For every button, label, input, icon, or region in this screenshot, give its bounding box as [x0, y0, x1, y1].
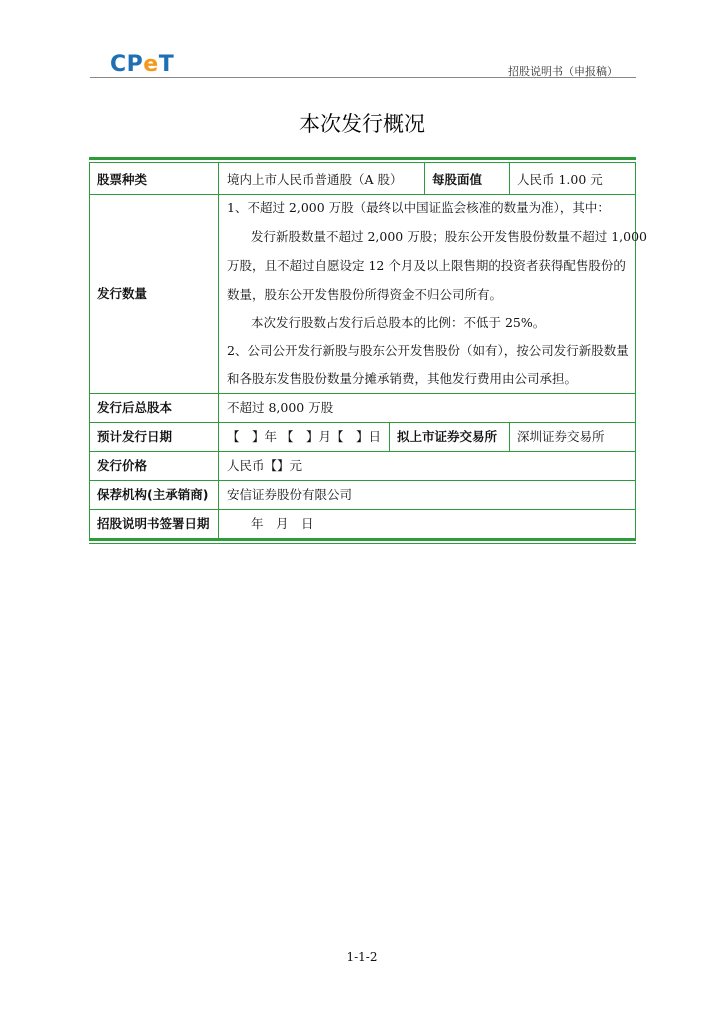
issue-quantity-label: 发行数量	[97, 286, 148, 301]
label-column-divider	[218, 163, 219, 538]
par-value-value: 人民币 1.00 元	[517, 172, 603, 187]
issue-quantity-line: 发行新股数量不超过 2,000 万股；股东公开发售股份数量不超过 1,000	[251, 229, 647, 244]
total-shares-label: 发行后总股本	[97, 400, 173, 415]
issue-date-value: 【 】年 【 】月【 】日	[227, 429, 381, 444]
sign-date-value: 年 月 日	[251, 516, 314, 531]
table-top-rule-thin	[89, 162, 636, 163]
sponsor-label: 保荐机构(主承销商)	[97, 487, 209, 502]
par-value-label: 每股面值	[432, 172, 483, 187]
document-label: 招股说明书（申报稿）	[508, 65, 618, 78]
stock-type-label: 股票种类	[97, 172, 148, 187]
issue-quantity-line: 2、公司公开发行新股与股东公开发售股份（如有），按公司发行新股数量	[227, 343, 629, 358]
issue-quantity-line: 万股，且不超过自愿设定 12 个月及以上限售期的投资者获得配售股份的	[227, 258, 626, 273]
sponsor-value: 安信证券股份有限公司	[227, 487, 353, 502]
column-divider	[509, 422, 510, 451]
issue-quantity-line: 数量，股东公开发售股份所得资金不归公司所有。	[227, 287, 503, 302]
row-divider	[89, 422, 636, 423]
row-divider	[89, 480, 636, 481]
exchange-label: 拟上市证券交易所	[397, 429, 498, 444]
column-divider	[424, 163, 425, 194]
issue-price-label: 发行价格	[97, 458, 148, 473]
total-shares-value: 不超过 8,000 万股	[227, 400, 334, 415]
page-title: 本次发行概况	[299, 112, 425, 136]
sign-date-label: 招股说明书签署日期	[97, 516, 210, 531]
table-top-rule	[89, 157, 636, 160]
column-divider	[509, 163, 510, 194]
row-divider	[89, 393, 636, 394]
row-divider	[89, 451, 636, 452]
table-border-left	[89, 163, 90, 538]
stock-type-value: 境内上市人民币普通股（A 股）	[227, 172, 403, 187]
exchange-value: 深圳证券交易所	[517, 429, 605, 444]
column-divider	[389, 422, 390, 451]
table-border-right	[635, 163, 636, 538]
issue-quantity-line: 1、不超过 2,000 万股（最终以中国证监会核准的数量为准），其中：	[227, 200, 610, 215]
header-divider	[90, 77, 636, 78]
issue-date-label: 预计发行日期	[97, 429, 173, 444]
row-divider	[89, 509, 636, 510]
company-logo: CPeT	[110, 52, 175, 77]
issue-price-value: 人民币【】元	[227, 458, 303, 473]
page-header	[90, 50, 636, 80]
issue-quantity-line: 本次发行股数占发行后总股本的比例：不低于 25%。	[251, 315, 546, 330]
table-bottom-rule	[89, 538, 636, 541]
page-number: 1-1-2	[346, 950, 378, 964]
row-divider	[89, 194, 636, 195]
issue-quantity-line: 和各股东发售股份数量分摊承销费，其他发行费用由公司承担。	[227, 371, 578, 386]
table-bottom-rule-thin	[89, 543, 636, 544]
